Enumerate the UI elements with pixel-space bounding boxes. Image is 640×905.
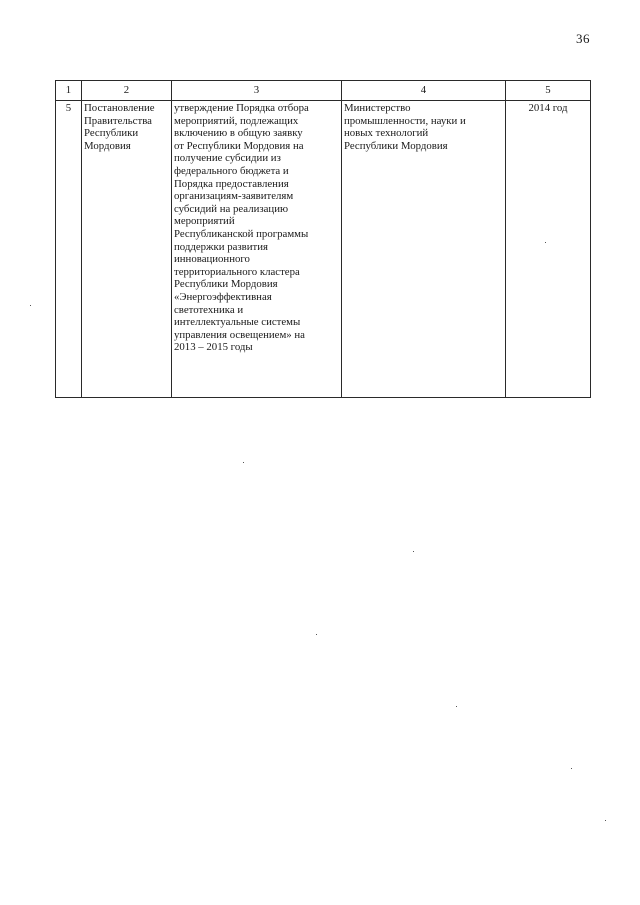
scan-speck	[545, 242, 546, 243]
row-number: 5	[65, 102, 72, 114]
scan-speck	[413, 551, 414, 552]
table-header-cell: 3	[172, 81, 342, 101]
responsible-cell	[342, 101, 506, 398]
table-header-cell: 4	[342, 81, 506, 101]
scan-speck	[316, 634, 317, 635]
table-header-row	[56, 81, 591, 101]
scan-speck	[605, 820, 606, 821]
table-header-cell: 1	[56, 81, 82, 101]
description: утверждение Порядка отбора мероприятий, подлежащих включению в общую заявку от Республики Мордовия на получение субсидии из федерального бюджета и Порядка предоставления организациям-заявителям субсидий на реализацию мероприятий Республиканской программы поддержки развития инновационного территориального кластера Республики Мордовия «Энергоэффективная светотехника и интеллектуальные системы управления освещением» на 2013 – 2015 годы	[174, 102, 309, 354]
scan-speck	[30, 305, 31, 306]
table-header-cell: 5	[506, 81, 591, 101]
scan-speck	[243, 462, 244, 463]
document-table	[55, 80, 591, 398]
table-row	[56, 101, 591, 398]
document-type: Постановление Правительства Республики Мордовия	[84, 102, 155, 152]
document-type-cell	[82, 101, 172, 398]
page-number: 36	[576, 31, 590, 46]
description-cell	[172, 101, 342, 398]
deadline: 2014 год	[528, 102, 568, 114]
row-number-cell	[56, 101, 82, 398]
deadline-cell	[506, 101, 591, 398]
scan-speck	[571, 768, 572, 769]
responsible-body: Министерство промышленности, науки и новых технологий Республики Мордовия	[344, 102, 466, 152]
scan-speck	[456, 706, 457, 707]
table-header-cell: 2	[82, 81, 172, 101]
